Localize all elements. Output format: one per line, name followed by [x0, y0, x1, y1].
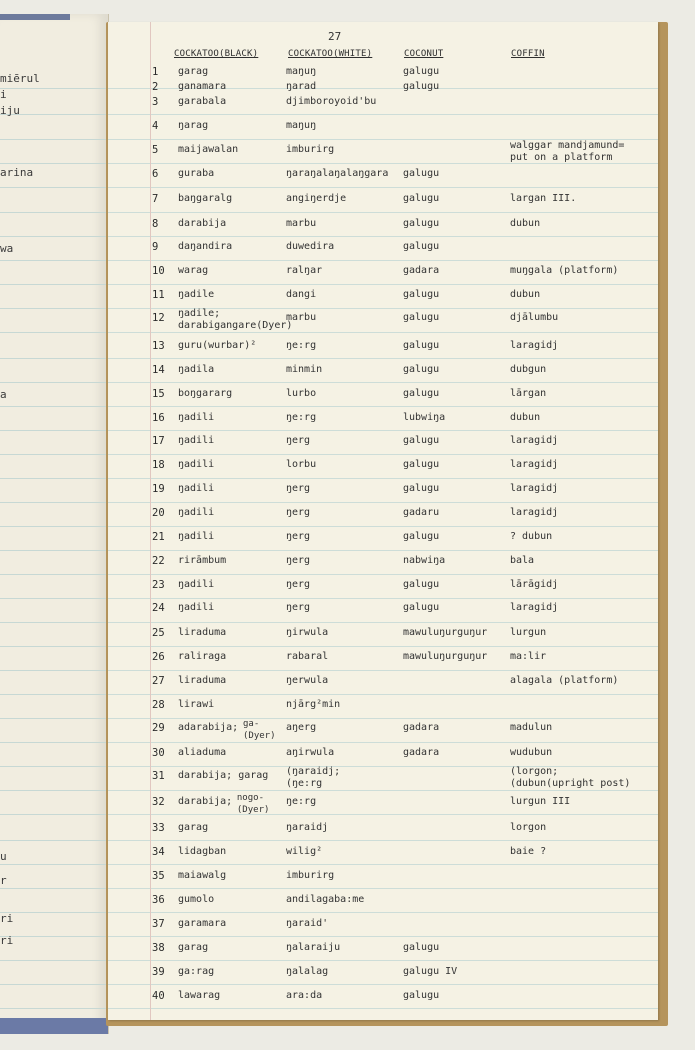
- cell-coffin: dubun: [510, 218, 541, 229]
- left-page-fragment: r: [0, 874, 7, 887]
- left-ruled-line: [0, 912, 108, 913]
- cell-n: 12: [152, 312, 165, 324]
- ruled-line: [108, 574, 658, 575]
- cell-white: ŋe:rg: [286, 340, 317, 351]
- cell-black: guru(wurbar)²: [178, 340, 257, 351]
- left-ruled-line: [0, 236, 108, 237]
- left-ruled-line: [0, 864, 108, 865]
- cell-n: 15: [152, 388, 165, 400]
- ruled-line: [108, 212, 658, 213]
- ruled-line: [108, 332, 658, 333]
- cell-n: 28: [152, 699, 165, 711]
- cell-n: 25: [152, 627, 165, 639]
- left-ruled-line: [0, 670, 108, 671]
- cell-coffin: dubun: [510, 412, 541, 423]
- cell-black: gumolo: [178, 894, 215, 905]
- cell-white: ŋerg: [286, 435, 311, 446]
- cell-n: 31: [152, 770, 165, 782]
- ruled-line: [108, 814, 658, 815]
- cell-coconut: galugu: [403, 388, 440, 399]
- left-ruled-line: [0, 382, 108, 383]
- left-ruled-line: [0, 646, 108, 647]
- cell-n: 18: [152, 459, 165, 471]
- cell-n: 34: [152, 846, 165, 858]
- cell-black: maijawalan: [178, 144, 239, 155]
- cell-black: ŋadili: [178, 602, 215, 613]
- cell-n: 3: [152, 96, 159, 108]
- cell-black: garabala: [178, 96, 227, 107]
- ruled-line: [108, 984, 658, 985]
- left-page-fragment: u: [0, 850, 7, 863]
- cell-black-note: nogo- (Dyer): [236, 793, 270, 815]
- left-ruled-line: [0, 139, 108, 140]
- cell-n: 10: [152, 265, 165, 277]
- left-ruled-line: [0, 936, 108, 937]
- cell-coconut: galugu: [403, 531, 440, 542]
- cell-n: 6: [152, 168, 159, 180]
- cell-white: rabaral: [286, 651, 329, 662]
- ruled-line: [108, 1008, 658, 1009]
- cell-white: ralŋar: [286, 265, 323, 276]
- ruled-line: [108, 960, 658, 961]
- cell-n: 24: [152, 602, 165, 614]
- cell-n: 8: [152, 218, 159, 230]
- header-coffin: COFFIN: [511, 49, 545, 59]
- ruled-line: [108, 790, 658, 791]
- cell-black: ŋadili: [178, 459, 215, 470]
- cell-white: aŋerg: [286, 722, 317, 733]
- cell-n: 16: [152, 412, 165, 424]
- cell-white: aŋirwula: [286, 747, 335, 758]
- margin-rule: [150, 22, 151, 1020]
- cell-black: ŋadili: [178, 531, 215, 542]
- cell-black: ŋadile; darabigangare(Dyer): [178, 308, 293, 331]
- cell-white: ŋe:rg: [286, 412, 317, 423]
- left-ruled-line: [0, 550, 108, 551]
- cell-coconut: galugu: [403, 602, 440, 613]
- cell-n: 4: [152, 120, 159, 132]
- cell-black: warag: [178, 265, 209, 276]
- left-facing-page: [0, 14, 109, 1034]
- ruled-line: [108, 260, 658, 261]
- ruled-line: [108, 912, 658, 913]
- cell-n: 40: [152, 990, 165, 1002]
- left-ruled-line: [0, 526, 108, 527]
- cell-coconut: gadaru: [403, 507, 440, 518]
- cell-white: ŋaraŋalaŋalaŋgara: [286, 168, 389, 179]
- cell-n: 29: [152, 722, 165, 734]
- cell-black: garag: [178, 942, 209, 953]
- cell-black: darabija; garag: [178, 770, 269, 781]
- cell-coffin: alagala (platform): [510, 675, 619, 686]
- cell-coffin: largan III.: [510, 193, 577, 204]
- cell-coffin: dubgun: [510, 364, 547, 375]
- cell-black: boŋgararg: [178, 388, 233, 399]
- cell-coconut: galugu: [403, 312, 440, 323]
- cell-black: darabija;: [178, 796, 233, 807]
- cell-black: ganamara: [178, 81, 227, 92]
- cell-white: minmin: [286, 364, 323, 375]
- cell-black: adarabija;: [178, 722, 239, 733]
- cell-coffin: madulun: [510, 722, 553, 733]
- cell-n: 35: [152, 870, 165, 882]
- cell-coconut: galugu: [403, 193, 440, 204]
- cell-coconut: galugu: [403, 579, 440, 590]
- header-black-cockatoo: COCKATOO(BLACK): [174, 49, 259, 59]
- left-ruled-line: [0, 960, 108, 961]
- cell-black: baŋgaralg: [178, 193, 233, 204]
- ruled-line: [108, 888, 658, 889]
- left-ruled-line: [0, 814, 108, 815]
- cell-coffin: djālumbu: [510, 312, 559, 323]
- cell-coconut: galugu: [403, 990, 440, 1001]
- cell-white: ŋalalag: [286, 966, 329, 977]
- cell-coconut: galugu: [403, 168, 440, 179]
- cell-n: 38: [152, 942, 165, 954]
- cell-black: ŋadili: [178, 435, 215, 446]
- left-ruled-line: [0, 742, 108, 743]
- cell-white: marbu: [286, 218, 317, 229]
- page-number: 27: [328, 30, 342, 43]
- cell-black: lirawi: [178, 699, 215, 710]
- cell-black: ŋadili: [178, 412, 215, 423]
- cell-white: ŋerg: [286, 483, 311, 494]
- cell-coconut: nabwiŋa: [403, 555, 446, 566]
- ruled-line: [108, 358, 658, 359]
- cell-black: aliaduma: [178, 747, 227, 758]
- ruled-line: [108, 840, 658, 841]
- ruled-line: [108, 718, 658, 719]
- left-ruled-line: [0, 430, 108, 431]
- cell-white: ŋerg: [286, 507, 311, 518]
- cell-black: garamara: [178, 918, 227, 929]
- left-ruled-line: [0, 187, 108, 188]
- cell-coffin: lorgon: [510, 822, 547, 833]
- ruled-line: [108, 646, 658, 647]
- ruled-line: [108, 187, 658, 188]
- cell-n: 33: [152, 822, 165, 834]
- ruled-line: [108, 114, 658, 115]
- cell-white: duwedira: [286, 241, 335, 252]
- cell-white: ŋirwula: [286, 627, 329, 638]
- left-ruled-line: [0, 888, 108, 889]
- cell-coffin: baie ?: [510, 846, 547, 857]
- cell-white: wilig²: [286, 846, 323, 857]
- cell-coconut: galugu: [403, 218, 440, 229]
- cell-black: liraduma: [178, 627, 227, 638]
- ruled-line: [108, 550, 658, 551]
- cell-coffin: walggar mandjamund= put on a platform: [510, 140, 625, 163]
- cell-n: 14: [152, 364, 165, 376]
- cell-black: maiawalg: [178, 870, 227, 881]
- left-ruled-line: [0, 622, 108, 623]
- ruled-line: [108, 742, 658, 743]
- cell-n: 21: [152, 531, 165, 543]
- cell-coconut: galugu: [403, 241, 440, 252]
- cell-white: lorbu: [286, 459, 317, 470]
- cell-n: 27: [152, 675, 165, 687]
- cell-black: garag: [178, 822, 209, 833]
- ruled-line: [108, 864, 658, 865]
- ruled-line: [108, 936, 658, 937]
- cell-white: ŋaraidj: [286, 822, 329, 833]
- left-page-fragment: ri: [0, 912, 14, 925]
- cell-white: andilagaba:me: [286, 894, 365, 905]
- cell-black: rirāmbum: [178, 555, 227, 566]
- cell-white: imburirg: [286, 144, 335, 155]
- cell-white: maŋuŋ: [286, 120, 317, 131]
- ruled-line: [108, 598, 658, 599]
- cell-black: ŋarag: [178, 120, 209, 131]
- cell-n: 37: [152, 918, 165, 930]
- cell-black: ŋadili: [178, 483, 215, 494]
- cell-coconut: gadara: [403, 747, 440, 758]
- ruled-line: [108, 502, 658, 503]
- left-ruled-line: [0, 840, 108, 841]
- cell-n: 22: [152, 555, 165, 567]
- cell-n: 26: [152, 651, 165, 663]
- left-page-fragment: iju: [0, 104, 20, 117]
- ruled-line: [108, 406, 658, 407]
- cell-white: ŋerg: [286, 531, 311, 542]
- cell-black: ŋadili: [178, 579, 215, 590]
- cell-n: 19: [152, 483, 165, 495]
- ruled-line: [108, 454, 658, 455]
- cell-white: djimboroyoid'bu: [286, 96, 377, 107]
- cell-n: 9: [152, 241, 159, 253]
- cell-coconut: galugu: [403, 364, 440, 375]
- cell-coconut: galugu: [403, 942, 440, 953]
- cell-coffin: lārāgidj: [510, 579, 559, 590]
- ruled-line: [108, 236, 658, 237]
- cell-n: 11: [152, 289, 165, 301]
- left-ruled-line: [0, 718, 108, 719]
- cell-white: dangi: [286, 289, 317, 300]
- cell-n: 23: [152, 579, 165, 591]
- cell-n: 17: [152, 435, 165, 447]
- cell-white: angiŋerdje: [286, 193, 347, 204]
- cell-coconut: galugu IV: [403, 966, 458, 977]
- cell-coffin: muŋgala (platform): [510, 265, 619, 276]
- cell-coffin: lurgun: [510, 627, 547, 638]
- cell-white: (ŋaraidj; (ŋe:rg: [286, 766, 341, 789]
- cell-black: liraduma: [178, 675, 227, 686]
- cell-n: 13: [152, 340, 165, 352]
- ruled-line: [108, 670, 658, 671]
- cell-coffin: laragidj: [510, 507, 559, 518]
- left-ruled-line: [0, 694, 108, 695]
- cell-coconut: mawuluŋurguŋur: [403, 627, 488, 638]
- cell-white: ŋarad: [286, 81, 317, 92]
- cell-white: imburirg: [286, 870, 335, 881]
- cell-black: garag: [178, 66, 209, 77]
- cell-black: lidagban: [178, 846, 227, 857]
- cell-black-note: ga- (Dyer): [243, 719, 276, 741]
- ruled-line: [108, 694, 658, 695]
- cell-white: ŋerg: [286, 579, 311, 590]
- cell-black: ga:rag: [178, 966, 215, 977]
- left-page-fragment: arina: [0, 166, 34, 179]
- cell-white: ŋalaraiju: [286, 942, 341, 953]
- cell-white: ŋerg: [286, 555, 311, 566]
- cell-n: 5: [152, 144, 159, 156]
- cell-coconut: mawuluŋurguŋur: [403, 651, 488, 662]
- cell-black: darabija: [178, 218, 227, 229]
- cell-coffin: laragidj: [510, 602, 559, 613]
- cell-coconut: galugu: [403, 435, 440, 446]
- header-coconut: COCONUT: [404, 49, 444, 59]
- ruled-line: [108, 622, 658, 623]
- cell-coffin: laragidj: [510, 435, 559, 446]
- cell-white: ara:da: [286, 990, 323, 1001]
- cell-white: ŋerg: [286, 602, 311, 613]
- cell-coconut: galugu: [403, 289, 440, 300]
- cell-coffin: lārgan: [510, 388, 547, 399]
- cell-coffin: laragidj: [510, 459, 559, 470]
- left-page-fragment: miērul: [0, 72, 40, 85]
- left-page-tape: [0, 14, 70, 20]
- left-ruled-line: [0, 766, 108, 767]
- ledger-page: [108, 22, 658, 1020]
- ruled-line: [108, 382, 658, 383]
- cell-n: 30: [152, 747, 165, 759]
- cell-n: 20: [152, 507, 165, 519]
- left-ruled-line: [0, 406, 108, 407]
- cell-coconut: galugu: [403, 66, 440, 77]
- cell-black: raliraga: [178, 651, 227, 662]
- ruled-line: [108, 478, 658, 479]
- cell-coffin: lurgun III: [510, 796, 571, 807]
- cell-n: 2: [152, 81, 159, 93]
- left-ruled-line: [0, 163, 108, 164]
- left-ruled-line: [0, 260, 108, 261]
- cell-black: ŋadili: [178, 507, 215, 518]
- cell-black: guraba: [178, 168, 215, 179]
- cell-black: ŋadile: [178, 289, 215, 300]
- left-ruled-line: [0, 332, 108, 333]
- cell-coffin: wudubun: [510, 747, 553, 758]
- left-page-binding: [0, 1018, 109, 1034]
- cell-coconut: gadara: [403, 722, 440, 733]
- cell-coffin: laragidj: [510, 483, 559, 494]
- ruled-line: [108, 284, 658, 285]
- left-page-fragment: wa: [0, 242, 14, 255]
- left-ruled-line: [0, 574, 108, 575]
- left-ruled-line: [0, 478, 108, 479]
- ruled-line: [108, 430, 658, 431]
- cell-coconut: gadara: [403, 265, 440, 276]
- cell-black: daŋandira: [178, 241, 233, 252]
- cell-coffin: laragidj: [510, 340, 559, 351]
- ruled-line: [108, 526, 658, 527]
- cell-coconut: galugu: [403, 459, 440, 470]
- header-white-cockatoo: COCKATOO(WHITE): [288, 49, 373, 59]
- left-ruled-line: [0, 88, 108, 89]
- cell-n: 39: [152, 966, 165, 978]
- left-ruled-line: [0, 308, 108, 309]
- cell-coconut: galugu: [403, 81, 440, 92]
- cell-white: lurbo: [286, 388, 317, 399]
- cell-coconut: galugu: [403, 340, 440, 351]
- left-ruled-line: [0, 454, 108, 455]
- cell-coffin: dubun: [510, 289, 541, 300]
- left-ruled-line: [0, 358, 108, 359]
- cell-white: njārg²min: [286, 699, 341, 710]
- cell-n: 32: [152, 796, 165, 808]
- cell-white: ŋe:rg: [286, 796, 317, 807]
- left-ruled-line: [0, 984, 108, 985]
- cell-coffin: ? dubun: [510, 531, 553, 542]
- cell-black: ŋadila: [178, 364, 215, 375]
- cell-n: 7: [152, 193, 159, 205]
- cell-coconut: lubwiŋa: [403, 412, 446, 423]
- cell-n: 1: [152, 66, 159, 78]
- left-page-fragment: a: [0, 388, 7, 401]
- cell-white: maŋuŋ: [286, 66, 317, 77]
- cell-coconut: galugu: [403, 483, 440, 494]
- cell-white: ŋaraid': [286, 918, 329, 929]
- left-ruled-line: [0, 598, 108, 599]
- left-page-fragment: i: [0, 88, 7, 101]
- left-ruled-line: [0, 212, 108, 213]
- cell-n: 36: [152, 894, 165, 906]
- cell-black: lawarag: [178, 990, 221, 1001]
- left-ruled-line: [0, 1008, 108, 1009]
- cell-coffin: (lorgon; (dubun(upright post): [510, 766, 631, 789]
- cell-coffin: ma:lir: [510, 651, 547, 662]
- cell-coffin: bala: [510, 555, 535, 566]
- left-ruled-line: [0, 502, 108, 503]
- cell-white: marbu: [286, 312, 317, 323]
- left-ruled-line: [0, 790, 108, 791]
- cell-white: ŋerwula: [286, 675, 329, 686]
- left-ruled-line: [0, 284, 108, 285]
- left-page-fragment: ri: [0, 934, 14, 947]
